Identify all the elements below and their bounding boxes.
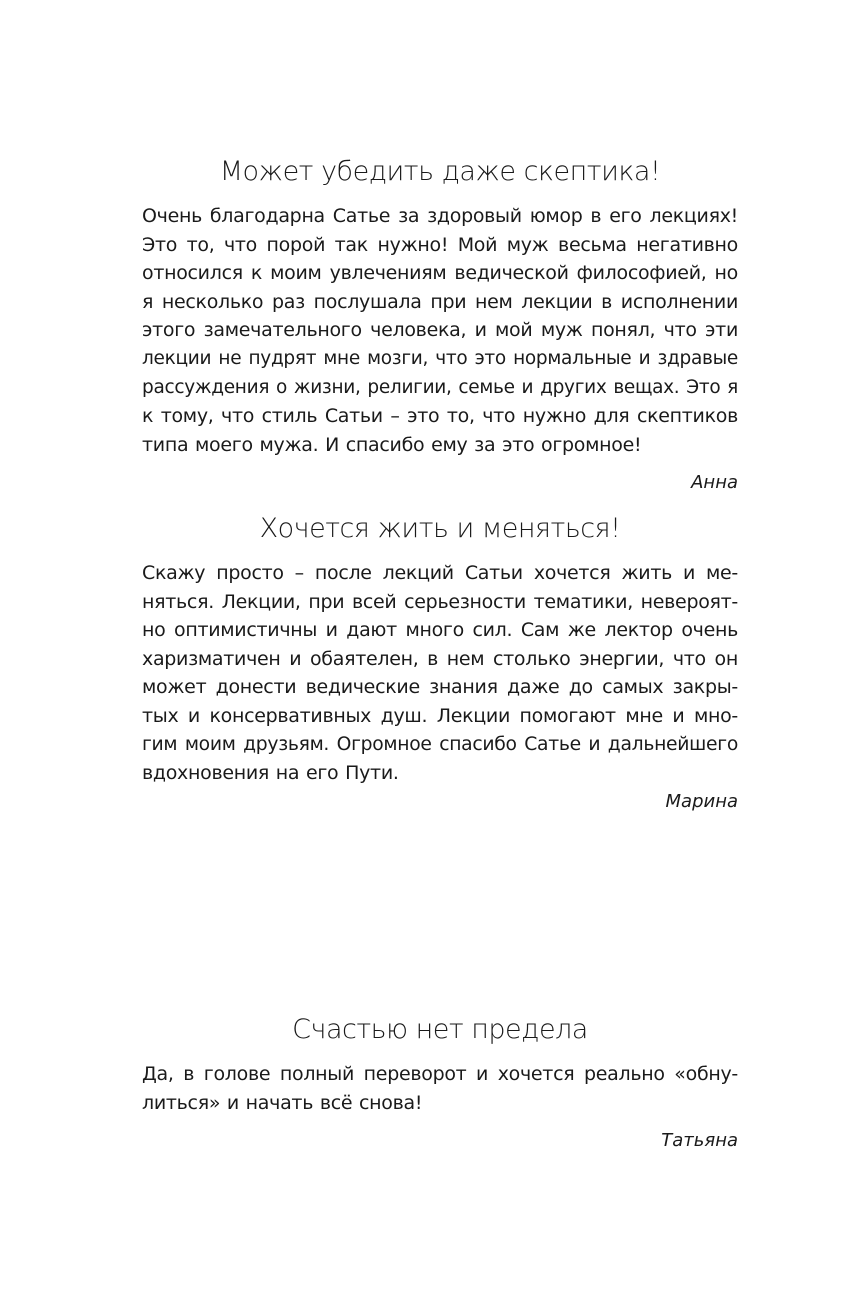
review-author: Анна xyxy=(691,472,738,494)
text-line: но оптимистичны и дают много сил. Сам же лектор очень xyxy=(142,619,738,642)
text-line: Скажу просто – после лекций Сатьи хочется жить и ме- xyxy=(142,562,738,584)
text-line: к тому, что стиль Сатьи – это то, что нужно для скептиков xyxy=(142,405,738,428)
text-line: я несколько раз послушала при нем лекции в исполнении xyxy=(142,290,738,313)
review-section-3 xyxy=(142,1010,738,1155)
review-author: Татьяна xyxy=(661,1130,738,1152)
text-line: лекции не пудрят мне мозги, что это нормальные и здравые xyxy=(142,347,738,369)
text-line: гим моим друзьям. Огромное спасибо Сатье и дальнейшего xyxy=(142,733,738,755)
text-line: харизматичен и обаятелен, в нем столько энергии, что он xyxy=(142,647,738,670)
review-body xyxy=(142,202,738,459)
review-section-2 xyxy=(142,509,738,816)
text-line: может донести ведические знания даже до самых закры- xyxy=(142,676,738,699)
review-heading: Счастью нет предела xyxy=(292,1014,588,1045)
review-author: Марина xyxy=(665,790,738,812)
text-line: литься» и начать всё снова! xyxy=(142,1091,423,1114)
review-body xyxy=(142,559,738,788)
review-body xyxy=(142,1060,738,1117)
review-heading: Хочется жить и меняться! xyxy=(259,513,621,544)
text-line: вдохновения на его Пути. xyxy=(142,762,399,785)
text-line: рассуждения о жизни, религии, семье и других вещах. Это я xyxy=(142,376,738,398)
review-heading: Может убедить даже скептика! xyxy=(219,156,661,187)
text-line: Это то, что порой так нужно! Мой муж весьма негативно xyxy=(142,233,738,256)
text-line: Очень благодарна Сатье за здоровый юмор в его лекциях! xyxy=(142,205,738,227)
text-line: этого замечательного человека, и мой муж понял, что эти xyxy=(142,319,738,342)
text-line: тых и консервативных душ. Лекции помогают мне и мно- xyxy=(142,704,738,727)
text-line: типа моего мужа. И спасибо ему за это огромное! xyxy=(142,433,642,456)
text-line: няться. Лекции, при всей серьезности тематики, невероят- xyxy=(142,590,738,613)
review-section-1 xyxy=(142,152,738,497)
text-line: относился к моим увлечениям ведической философией, но xyxy=(142,262,738,285)
text-line: Да, в голове полный переворот и хочется реально «обну- xyxy=(142,1063,738,1085)
